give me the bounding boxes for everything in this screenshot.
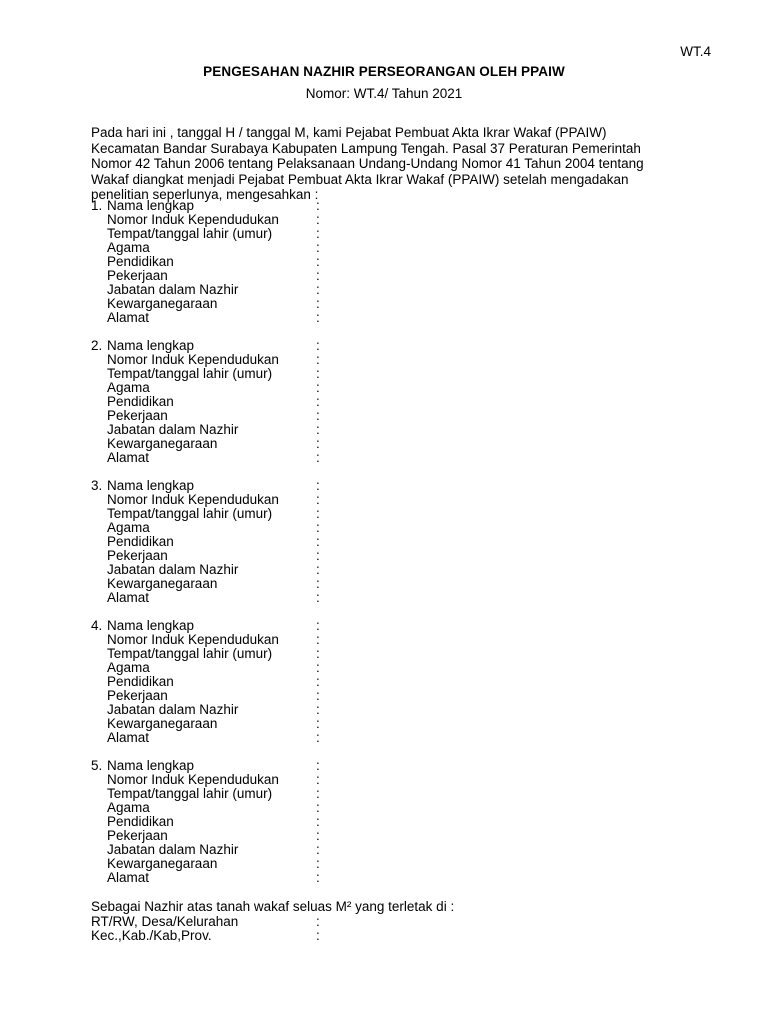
field-colon: :: [316, 688, 320, 703]
field-colon: :: [316, 310, 320, 325]
location-field-label: Kec.,Kab./Kab,Prov.: [91, 928, 212, 943]
nazhir-field-row: [91, 423, 691, 437]
nazhir-field-label: Agama: [107, 800, 150, 815]
nazhir-field-label: Nomor Induk Kependudukan: [107, 352, 279, 367]
field-colon: :: [316, 520, 320, 535]
nazhir-number: 5.: [91, 758, 103, 773]
nazhir-list: [91, 199, 691, 899]
nazhir-field-label: Alamat: [107, 870, 150, 885]
nazhir-field-label: Alamat: [107, 450, 150, 465]
nazhir-field-row: [91, 759, 691, 773]
nazhir-field-label: Nomor Induk Kependudukan: [107, 492, 279, 507]
field-colon: :: [316, 786, 320, 801]
nazhir-number: 1.: [91, 198, 103, 213]
nazhir-field-label: Tempat/tanggal lahir (umur): [107, 226, 273, 241]
nazhir-number: 3.: [91, 478, 103, 493]
nazhir-field-label: Pendidikan: [107, 534, 174, 549]
field-colon: :: [316, 576, 320, 591]
nazhir-field-label: Tempat/tanggal lahir (umur): [107, 646, 273, 661]
field-colon: :: [316, 380, 320, 395]
location-field-label: RT/RW, Desa/Kelurahan: [91, 913, 239, 929]
nazhir-field-label: Nomor Induk Kependudukan: [107, 212, 279, 227]
nazhir-field-row: [91, 661, 691, 675]
document-title: PENGESAHAN NAZHIR PERSEORANGAN OLEH PPAIW: [203, 64, 565, 79]
nazhir-field-row: [91, 409, 691, 423]
field-colon: :: [316, 842, 320, 857]
field-colon: :: [316, 338, 320, 353]
nazhir-field-label: Nama lengkap: [107, 338, 195, 353]
field-colon: :: [316, 772, 320, 787]
field-colon: :: [316, 702, 320, 717]
nazhir-field-label: Pekerjaan: [107, 828, 168, 843]
nazhir-field-label: Alamat: [107, 590, 150, 605]
nazhir-field-label: Nama lengkap: [107, 618, 195, 633]
field-colon: :: [316, 814, 320, 829]
nazhir-field-row: [91, 255, 691, 269]
nazhir-field-label: Kewarganegaraan: [107, 856, 218, 871]
nazhir-field-label: Alamat: [107, 730, 150, 745]
nazhir-field-label: Pekerjaan: [107, 408, 168, 423]
nazhir-field-label: Jabatan dalam Nazhir: [107, 422, 239, 437]
nazhir-field-row: [91, 353, 691, 367]
field-colon: :: [316, 646, 320, 661]
nazhir-entry: [91, 199, 691, 325]
field-colon: :: [316, 618, 320, 633]
field-colon: :: [316, 254, 320, 269]
field-colon: :: [316, 226, 320, 241]
nazhir-field-label: Nomor Induk Kependudukan: [107, 772, 279, 787]
nazhir-field-row: [91, 675, 691, 689]
nazhir-field-row: [91, 535, 691, 549]
field-colon: :: [316, 590, 320, 605]
nazhir-entry: [91, 759, 691, 885]
field-colon: :: [316, 828, 320, 843]
nazhir-field-row: [91, 843, 691, 857]
nazhir-field-label: Nama lengkap: [107, 478, 195, 493]
nazhir-field-row: [91, 577, 691, 591]
nazhir-number: 2.: [91, 338, 103, 353]
nazhir-field-row: [91, 717, 691, 731]
field-colon: :: [316, 730, 320, 745]
field-colon: :: [316, 506, 320, 521]
field-colon: :: [316, 212, 320, 227]
field-colon: :: [316, 408, 320, 423]
field-colon: :: [316, 436, 320, 451]
nazhir-field-row: [91, 437, 691, 451]
nazhir-field-label: Nama lengkap: [107, 758, 195, 773]
nazhir-field-label: Pendidikan: [107, 254, 174, 269]
nazhir-field-label: Pekerjaan: [107, 268, 168, 283]
nazhir-entry: [91, 479, 691, 605]
nazhir-field-label: Pekerjaan: [107, 688, 168, 703]
nazhir-field-label: Jabatan dalam Nazhir: [107, 282, 239, 297]
nazhir-field-row: [91, 689, 691, 703]
field-colon: :: [316, 394, 320, 409]
nazhir-number: 4.: [91, 618, 103, 633]
intro-paragraph: [91, 125, 716, 203]
nazhir-field-label: Tempat/tanggal lahir (umur): [107, 366, 273, 381]
field-colon: :: [316, 366, 320, 381]
nazhir-entry: [91, 619, 691, 745]
nazhir-field-row: [91, 633, 691, 647]
field-colon: :: [316, 492, 320, 507]
location-field-row: [91, 929, 711, 944]
nazhir-field-row: [91, 563, 691, 577]
field-colon: :: [316, 632, 320, 647]
field-colon: :: [316, 450, 320, 465]
intro-line: Kecamatan Bandar Surabaya Kabupaten Lampung Tengah. Pasal 37 Peraturan Pemerintah: [91, 140, 641, 156]
nazhir-field-row: [91, 703, 691, 717]
nazhir-field-label: Alamat: [107, 310, 150, 325]
field-colon: :: [316, 800, 320, 815]
nazhir-field-row: [91, 381, 691, 395]
nazhir-field-row: [91, 269, 691, 283]
field-colon: :: [316, 716, 320, 731]
nazhir-entry: [91, 339, 691, 465]
nazhir-field-row: [91, 507, 691, 521]
nazhir-field-row: [91, 227, 691, 241]
nazhir-field-row: [91, 241, 691, 255]
nazhir-field-row: [91, 339, 691, 353]
intro-line: penelitian seperlunya, mengesahkan :: [91, 187, 319, 202]
field-colon: :: [316, 913, 320, 929]
nazhir-field-label: Jabatan dalam Nazhir: [107, 562, 239, 577]
field-colon: :: [316, 268, 320, 283]
nazhir-field-row: [91, 311, 691, 325]
nazhir-field-row: [91, 829, 691, 843]
nazhir-field-label: Kewarganegaraan: [107, 576, 218, 591]
nazhir-field-row: [91, 451, 691, 465]
nazhir-field-label: Jabatan dalam Nazhir: [107, 702, 239, 717]
nazhir-field-label: Kewarganegaraan: [107, 296, 218, 311]
nazhir-field-row: [91, 549, 691, 563]
nazhir-field-row: [91, 213, 691, 227]
location-field-row: [91, 915, 711, 930]
nazhir-field-row: [91, 283, 691, 297]
nazhir-field-row: [91, 591, 691, 605]
field-colon: :: [316, 296, 320, 311]
nazhir-field-label: Agama: [107, 520, 150, 535]
nazhir-field-row: [91, 199, 691, 213]
nazhir-field-row: [91, 521, 691, 535]
field-colon: :: [316, 856, 320, 871]
nazhir-field-row: [91, 871, 691, 885]
nazhir-field-label: Nama lengkap: [107, 198, 195, 213]
nazhir-field-row: [91, 815, 691, 829]
field-colon: :: [316, 660, 320, 675]
nazhir-field-label: Tempat/tanggal lahir (umur): [107, 786, 273, 801]
field-colon: :: [316, 758, 320, 773]
nazhir-field-label: Pendidikan: [107, 394, 174, 409]
field-colon: :: [316, 282, 320, 297]
nazhir-field-row: [91, 731, 691, 745]
nazhir-field-row: [91, 493, 691, 507]
nazhir-field-label: Agama: [107, 380, 150, 395]
field-colon: :: [316, 548, 320, 563]
field-colon: :: [316, 240, 320, 255]
field-colon: :: [316, 422, 320, 437]
field-colon: :: [316, 534, 320, 549]
nazhir-field-label: Kewarganegaraan: [107, 716, 218, 731]
nazhir-field-label: Agama: [107, 660, 150, 675]
nazhir-field-label: Nomor Induk Kependudukan: [107, 632, 279, 647]
nazhir-field-label: Pekerjaan: [107, 548, 168, 563]
nazhir-field-row: [91, 395, 691, 409]
field-colon: :: [316, 870, 320, 885]
intro-line: Pada hari ini , tanggal H / tanggal M, kami Pejabat Pembuat Akta Ikrar Wakaf (PPAIW): [91, 125, 607, 140]
field-colon: :: [316, 674, 320, 689]
field-colon: :: [316, 928, 320, 943]
nazhir-field-row: [91, 647, 691, 661]
closing-statement: Sebagai Nazhir atas tanah wakaf seluas M² yang terletak di :: [91, 899, 455, 914]
nazhir-field-row: [91, 367, 691, 381]
nazhir-field-label: Agama: [107, 240, 150, 255]
intro-line: Nomor 42 Tahun 2006 tentang Pelaksanaan Undang-Undang Nomor 41 Tahun 2004 tentang: [91, 156, 644, 171]
field-colon: :: [316, 478, 320, 493]
field-colon: :: [316, 562, 320, 577]
nazhir-field-row: [91, 619, 691, 633]
nazhir-field-row: [91, 479, 691, 493]
nazhir-field-row: [91, 801, 691, 815]
field-colon: :: [316, 352, 320, 367]
document-number: Nomor: WT.4/ Tahun 2021: [305, 86, 463, 101]
nazhir-field-label: Tempat/tanggal lahir (umur): [107, 506, 273, 521]
document-code: WT.4: [680, 44, 711, 59]
closing-section: [91, 900, 711, 944]
nazhir-field-row: [91, 773, 691, 787]
nazhir-field-label: Pendidikan: [107, 814, 174, 829]
nazhir-field-label: Jabatan dalam Nazhir: [107, 842, 239, 857]
nazhir-field-label: Pendidikan: [107, 674, 174, 689]
nazhir-field-row: [91, 857, 691, 871]
nazhir-field-row: [91, 787, 691, 801]
field-colon: :: [316, 198, 320, 213]
nazhir-field-row: [91, 297, 691, 311]
nazhir-field-label: Kewarganegaraan: [107, 436, 218, 451]
intro-line: Wakaf diangkat menjadi Pejabat Pembuat Akta Ikrar Wakaf (PPAIW) setelah mengadakan: [91, 171, 629, 187]
